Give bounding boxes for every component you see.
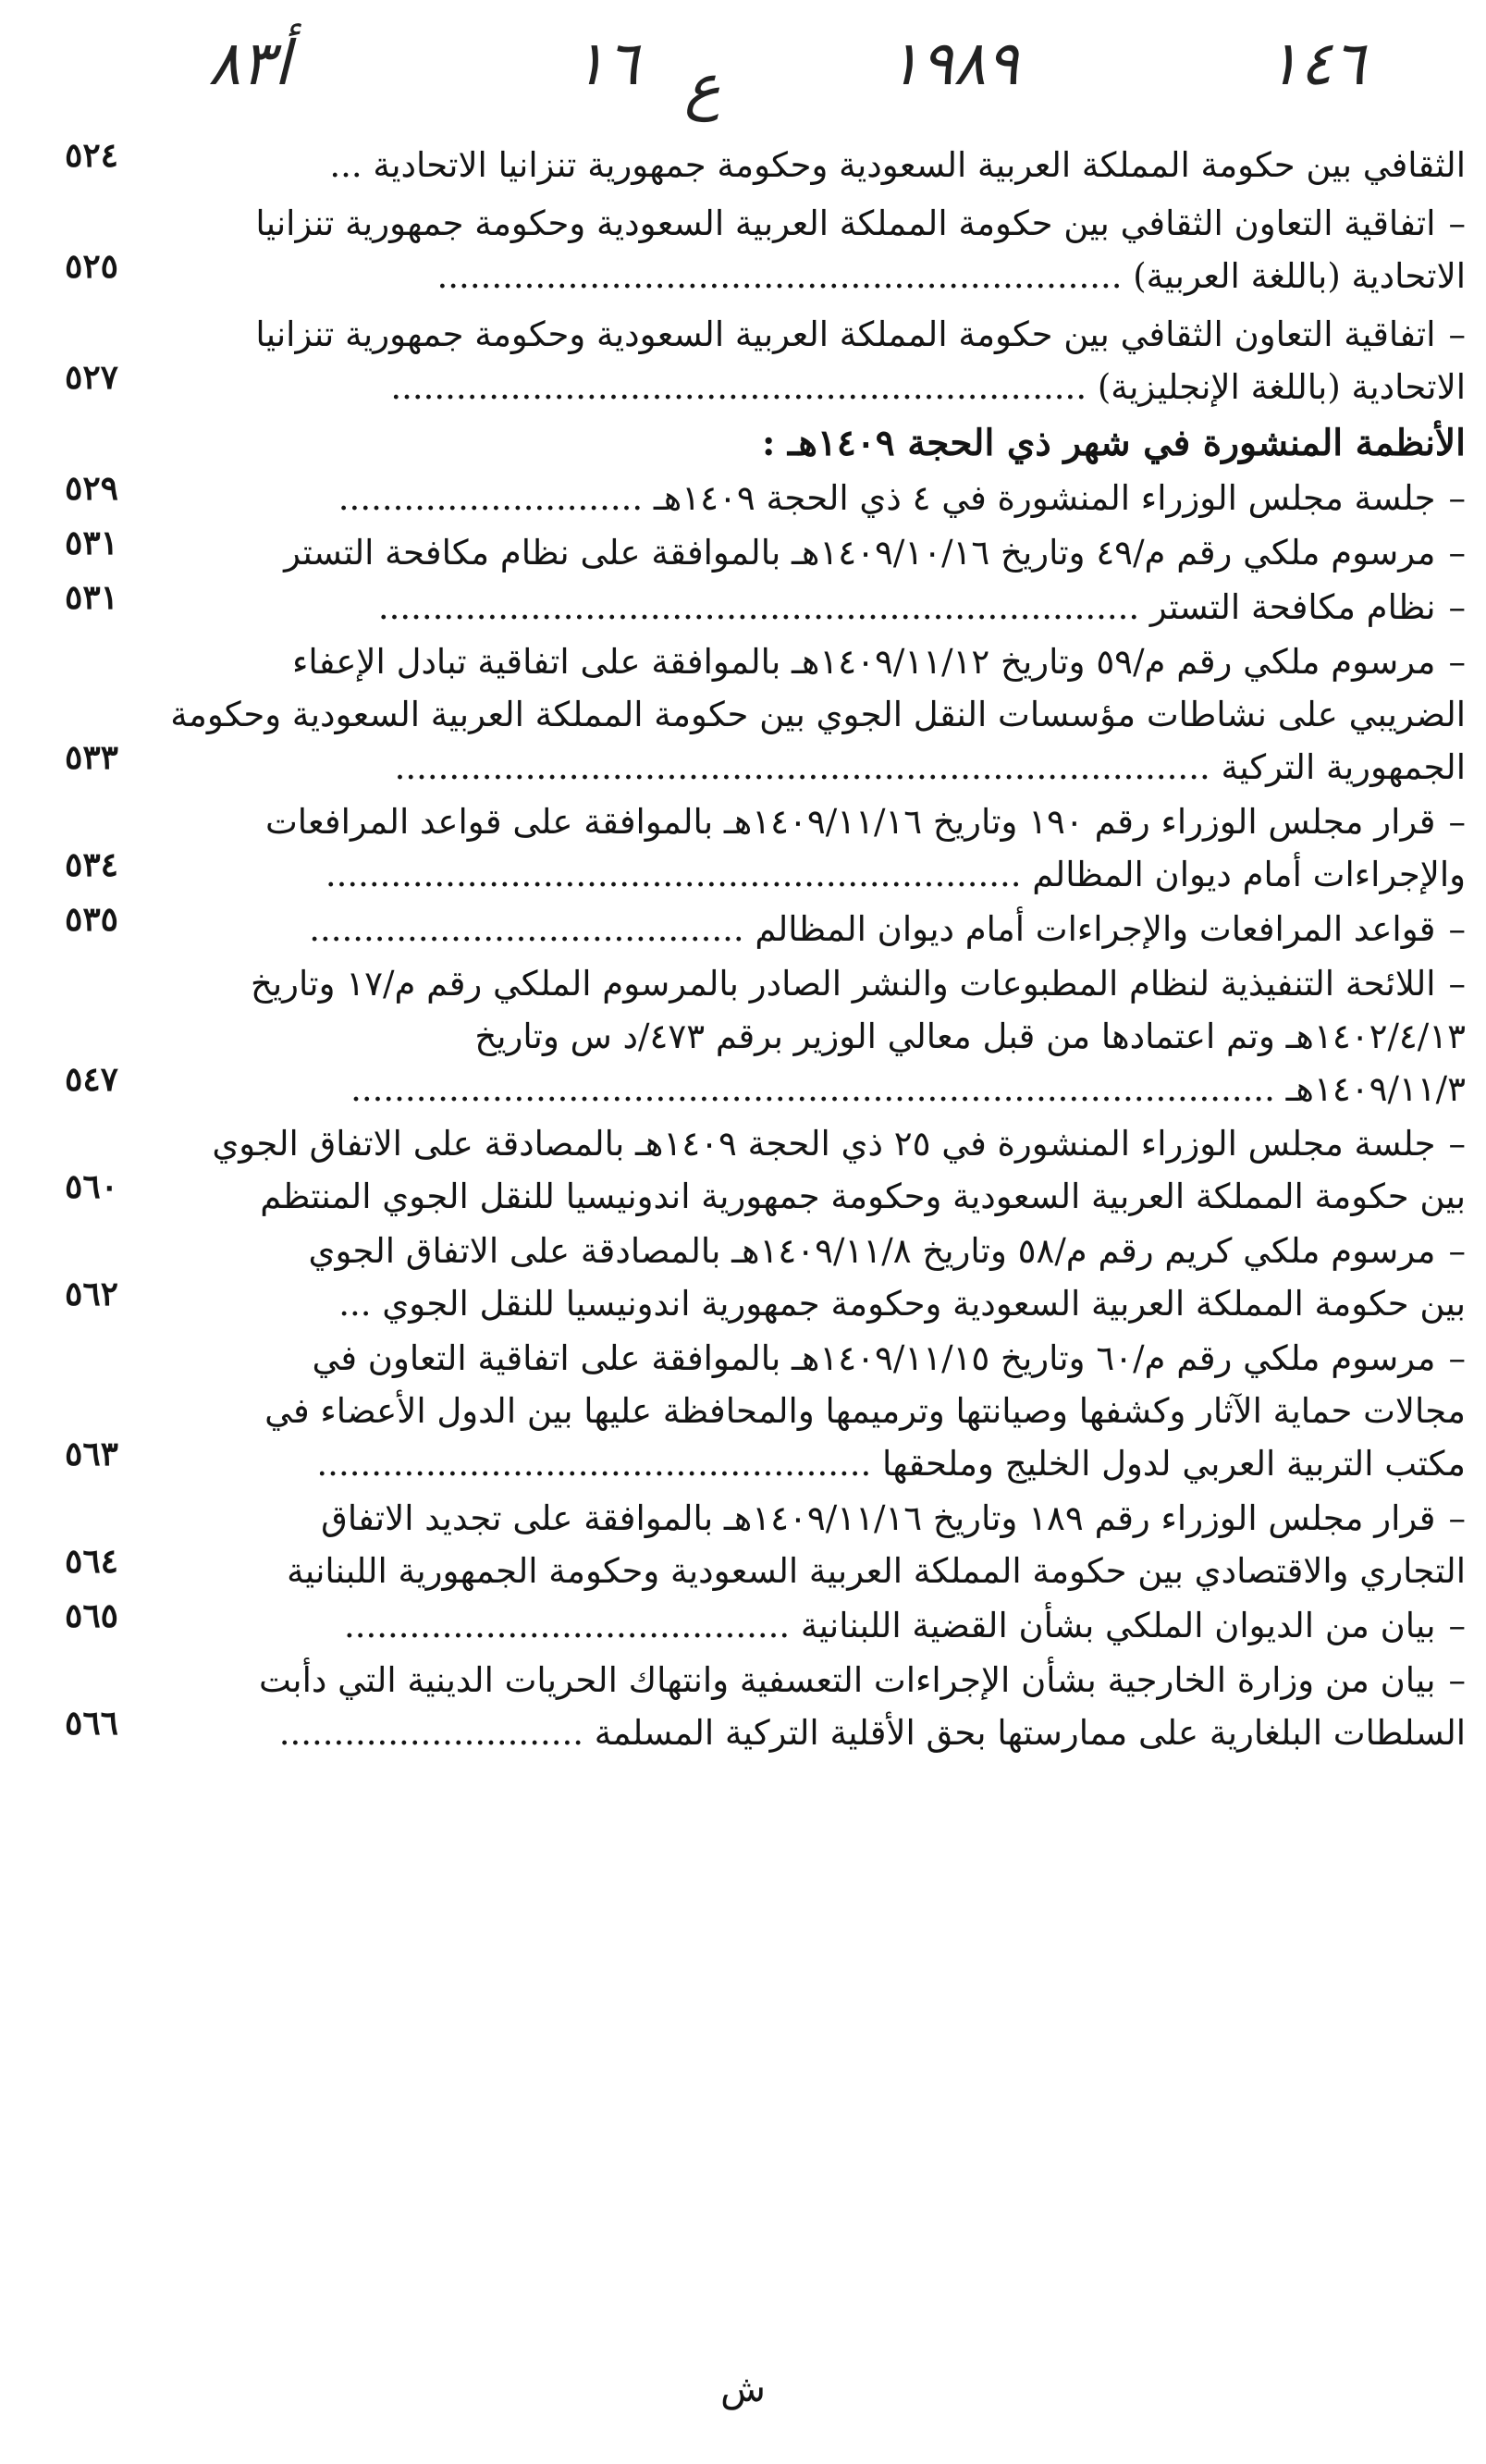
- entry-text-line: نظام مكافحة التستر ......................................................................: [377, 587, 1436, 627]
- entry-text-line: جلسة مجلس الوزراء المنشورة في ٢٥ ذي الحجة ١٤٠٩هـ بالمصادقة على الاتفاق الجوي: [212, 1124, 1436, 1164]
- entry-text-line: الأنظمة المنشورة في شهر ذي الحجة ١٤٠٩هـ :: [761, 422, 1466, 464]
- entry-first-line: [65, 308, 1466, 361]
- page-number: ٥٣١: [65, 578, 119, 617]
- dash-marker: –: [1448, 314, 1466, 354]
- handwritten-note: ١٦: [573, 28, 639, 99]
- entry-first-line: [65, 1492, 1466, 1545]
- page-number: ٥٤٧: [65, 1060, 119, 1099]
- page-number: ٥٦٤: [65, 1542, 119, 1581]
- toc-entry: [65, 1332, 1466, 1490]
- entry-first-line: [65, 472, 1466, 524]
- page-number: ٥٦٢: [65, 1275, 119, 1313]
- entry-text-line: بين حكومة المملكة العربية السعودية وحكومة جمهورية اندونيسيا للنقل الجوي ...: [338, 1284, 1466, 1324]
- toc-entry: [65, 526, 1466, 579]
- entry-text-line: بين حكومة المملكة العربية السعودية وحكومة جمهورية اندونيسيا للنقل الجوي المنتظم: [260, 1177, 1466, 1216]
- toc-entry: [65, 1225, 1466, 1330]
- dash-marker: –: [1448, 802, 1466, 842]
- toc-entry: [65, 635, 1466, 794]
- entry-text-line: قرار مجلس الوزراء رقم ١٨٩ وتاريخ ١٤٠٩/١١/١٦هـ بالموافقة على تجديد الاتفاق: [321, 1498, 1436, 1538]
- entry-text-line: السلطات البلغارية على ممارستها بحق الأقلية التركية المسلمة ............................: [278, 1713, 1466, 1753]
- toc-entry: [65, 469, 1466, 524]
- page-number: ٥٢٥: [65, 247, 119, 286]
- toc-entry: [65, 1654, 1466, 1759]
- toc-entry: [65, 308, 1466, 413]
- entry-text-line: مرسوم ملكي رقم م/٤٩ وتاريخ ١٤٠٩/١٠/١٦هـ بالموافقة على نظام مكافحة التستر: [284, 533, 1436, 573]
- toc-entry: [65, 1492, 1466, 1597]
- entry-text-line: اللائحة التنفيذية لنظام المطبوعات والنشر الصادر بالمرسوم الملكي رقم م/١٧ وتاريخ: [250, 964, 1436, 1004]
- dash-marker: –: [1448, 1231, 1466, 1271]
- entry-text-line: مرسوم ملكي رقم م/٦٠ وتاريخ ١٤٠٩/١١/١٥هـ بالموافقة على اتفاقية التعاون في: [312, 1338, 1436, 1378]
- handwritten-note: ١٤٦: [1267, 28, 1366, 99]
- entry-text-line: بيان من الديوان الملكي بشأن القضية اللبنانية .........................................: [343, 1606, 1436, 1645]
- entry-text-line: التجاري والاقتصادي بين حكومة المملكة العربية السعودية وحكومة الجمهورية اللبنانية: [287, 1551, 1466, 1591]
- entry-first-line: [65, 1332, 1466, 1385]
- entry-first-line: [65, 1654, 1466, 1706]
- dash-marker: –: [1448, 642, 1466, 682]
- page-number: ٥٢٧: [65, 358, 119, 397]
- page-number: ٥٣٤: [65, 845, 119, 884]
- entry-first-line: [65, 1599, 1466, 1652]
- toc-entry: [65, 900, 1466, 955]
- entry-first-line: [65, 526, 1466, 579]
- entry-text-line: الجمهورية التركية ...........................................................................: [394, 747, 1466, 787]
- page-number: ٥٦٠: [65, 1167, 119, 1206]
- handwritten-note: أ٨٣: [208, 28, 291, 99]
- entry-text-line: ١٤٠٢/٤/١٣هـ وتم اعتمادها من قبل معالي الوزير برقم ٤٧٣/د س وتاريخ: [474, 1016, 1466, 1056]
- entry-text-line: قواعد المرافعات والإجراءات أمام ديوان المظالم ........................................: [309, 909, 1436, 949]
- entry-text-line: مجالات حماية الآثار وكشفها وصيانتها وترميمها والمحافظة عليها بين الدول الأعضاء في: [264, 1391, 1466, 1431]
- dash-marker: –: [1448, 478, 1466, 518]
- entry-first-line: [65, 581, 1466, 634]
- entry-first-line: [65, 1225, 1466, 1277]
- toc-entry: [65, 1117, 1466, 1223]
- dash-marker: –: [1448, 1498, 1466, 1538]
- toc-entry: [65, 197, 1466, 302]
- entry-text-line: جلسة مجلس الوزراء المنشورة في ٤ ذي الحجة ١٤٠٩هـ ............................: [338, 478, 1436, 518]
- entry-first-line: [65, 957, 1466, 1010]
- dash-marker: –: [1448, 909, 1466, 949]
- entry-text-line: الثقافي بين حكومة المملكة العربية السعودية وحكومة جمهورية تنزانيا الاتحادية ...: [329, 145, 1466, 185]
- section-heading: [65, 417, 1466, 470]
- handwritten-note: ع: [684, 51, 721, 122]
- entry-text-line: اتفاقية التعاون الثقافي بين حكومة المملكة العربية السعودية وحكومة جمهورية تنزانيا: [255, 314, 1436, 354]
- entry-text-line: مكتب التربية العربي لدول الخليج وملحقها ...................................................: [316, 1444, 1466, 1484]
- page-number: ٥٣٥: [65, 900, 119, 939]
- dash-marker: –: [1448, 203, 1466, 243]
- page-number: ٥٦٥: [65, 1596, 119, 1635]
- entry-first-line: [65, 903, 1466, 955]
- entry-text-line: الاتحادية (باللغة الإنجليزية) ................................................................: [390, 367, 1466, 407]
- dash-marker: –: [1448, 1124, 1466, 1164]
- dash-marker: –: [1448, 533, 1466, 573]
- page-folio: ش: [720, 2368, 766, 2410]
- page-number: ٥٢٩: [65, 469, 119, 508]
- entry-first-line: [65, 795, 1466, 848]
- entry-first-line: [65, 197, 1466, 250]
- entry-text-line: مرسوم ملكي كريم رقم م/٥٨ وتاريخ ١٤٠٩/١١/٨هـ بالمصادقة على الاتفاق الجوي: [308, 1231, 1436, 1271]
- page-number: ٥٢٤: [65, 136, 119, 175]
- entry-first-line: [65, 635, 1466, 688]
- toc-entry: [65, 1596, 1466, 1652]
- toc-entry: [65, 578, 1466, 634]
- entry-first-line: [65, 1117, 1466, 1170]
- dash-marker: –: [1448, 587, 1466, 627]
- dash-marker: –: [1448, 1660, 1466, 1700]
- entry-text-line: ١٤٠٩/١١/٣هـ .....................................................................................: [350, 1069, 1466, 1109]
- toc-entry: [65, 136, 1466, 191]
- page-number: ٥٦٦: [65, 1704, 119, 1743]
- page-number: ٥٦٣: [65, 1435, 119, 1473]
- table-of-contents: [65, 136, 1466, 1759]
- entry-text-line: والإجراءات أمام ديوان المظالم ................................................................: [325, 855, 1466, 894]
- handwritten-note: ١٩٨٩: [888, 28, 1019, 99]
- toc-entry: [65, 957, 1466, 1115]
- entry-text-line: قرار مجلس الوزراء رقم ١٩٠ وتاريخ ١٤٠٩/١١/١٦هـ بالموافقة على قواعد المرافعات: [264, 802, 1436, 842]
- dash-marker: –: [1448, 964, 1466, 1004]
- dash-marker: –: [1448, 1606, 1466, 1645]
- dash-marker: –: [1448, 1338, 1466, 1378]
- entry-text-line: مرسوم ملكي رقم م/٥٩ وتاريخ ١٤٠٩/١١/١٢هـ بالموافقة على اتفاقية تبادل الإعفاء: [291, 642, 1436, 682]
- toc-entry: [65, 795, 1466, 901]
- page-number: ٥٣١: [65, 524, 119, 562]
- page-number: ٥٣٣: [65, 738, 119, 777]
- entry-text-line: الضريبي على نشاطات مؤسسات النقل الجوي بين حكومة المملكة العربية السعودية وحكومة: [170, 695, 1466, 734]
- entry-text-line: بيان من وزارة الخارجية بشأن الإجراءات التعسفية وانتهاك الحريات الدينية التي دأبت: [258, 1660, 1436, 1700]
- entry-text-line: الاتحادية (باللغة العربية) ...............................................................: [436, 256, 1466, 296]
- entry-text-line: اتفاقية التعاون الثقافي بين حكومة المملكة العربية السعودية وحكومة جمهورية تنزانيا: [255, 203, 1436, 243]
